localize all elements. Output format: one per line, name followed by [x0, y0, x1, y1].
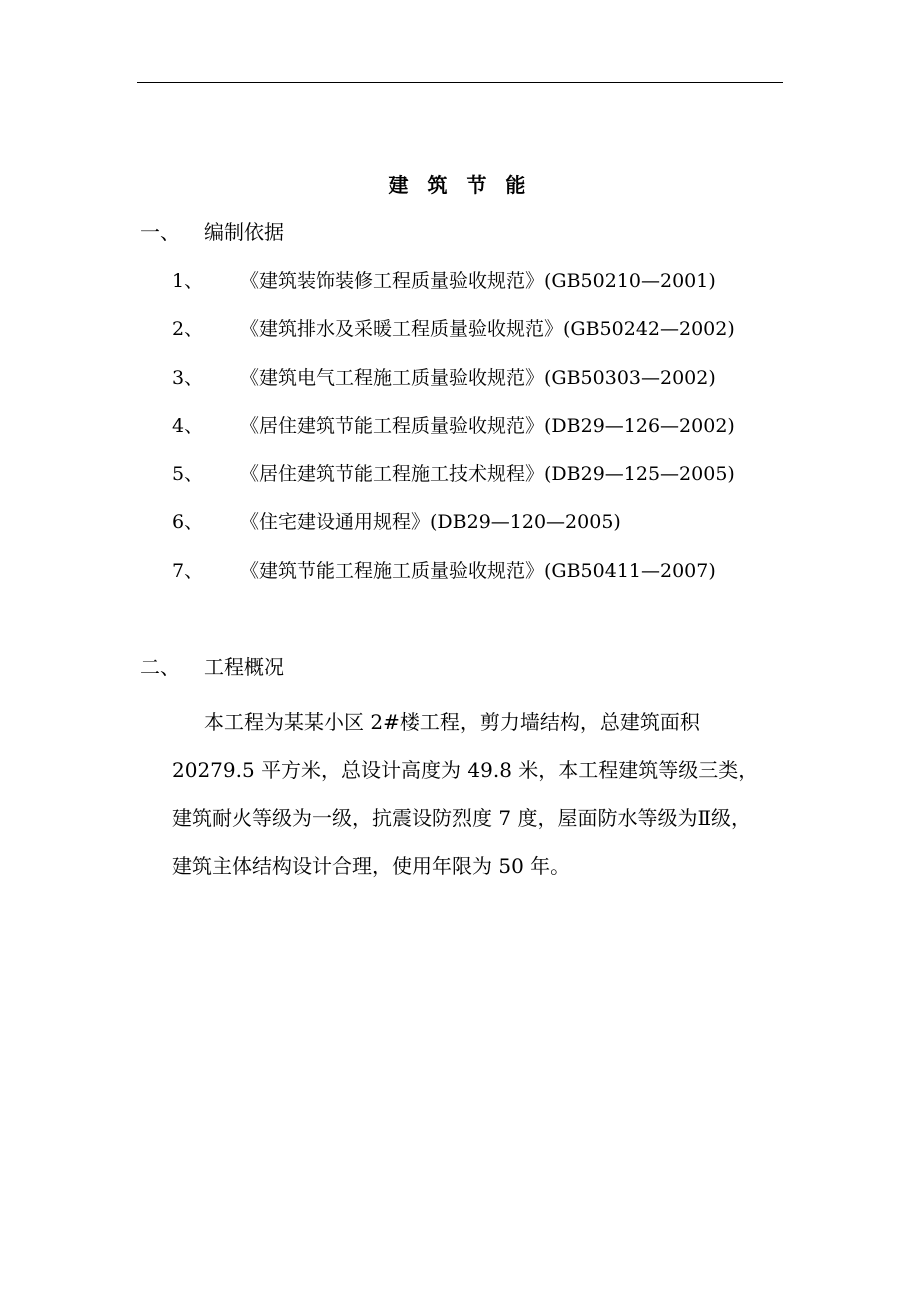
list-item — [172, 507, 735, 555]
list-index: 6、 — [172, 511, 204, 534]
paragraph-line: 建筑主体结构设计合理，使用年限为 50 年。 — [172, 854, 571, 878]
section-number: 一、 — [140, 220, 180, 244]
reference-text: 《建筑节能工程施工质量验收规范》(GB50411—2007) — [240, 559, 716, 582]
section-title: 工程概况 — [204, 655, 284, 679]
header-rule — [137, 82, 783, 83]
reference-text: 《建筑装饰装修工程质量验收规范》(GB50210—2001) — [240, 270, 716, 292]
list-index: 1、 — [172, 270, 204, 292]
reference-text: 《居住建筑节能工程质量验收规范》(DB29—126—2002) — [240, 414, 735, 437]
overview-paragraph — [172, 698, 792, 890]
list-index: 3、 — [172, 366, 204, 389]
list-item — [172, 314, 735, 362]
list-index: 5、 — [172, 463, 204, 486]
list-item — [172, 411, 735, 459]
list-index: 4、 — [172, 414, 204, 437]
list-index: 2、 — [172, 318, 204, 341]
reference-text: 《居住建筑节能工程施工技术规程》(DB29—125—2005) — [240, 463, 735, 486]
paragraph-line: 建筑耐火等级为一级，抗震设防烈度 7 度，屋面防水等级为Ⅱ级， — [172, 806, 752, 830]
list-item — [172, 266, 735, 314]
reference-list — [172, 266, 735, 604]
section-number: 二、 — [140, 655, 180, 679]
section-title: 编制依据 — [204, 220, 284, 244]
list-item — [172, 459, 735, 507]
paragraph-line: 20279.5 平方米，总设计高度为 49.8 米，本工程建筑等级三类， — [172, 758, 759, 782]
list-item — [172, 556, 735, 604]
section-heading-basis — [140, 217, 284, 247]
reference-text: 《建筑电气工程施工质量验收规范》(GB50303—2002) — [240, 366, 716, 389]
page-title: 建 筑 节 能 — [388, 173, 532, 197]
list-index: 7、 — [172, 559, 204, 582]
section-heading-overview — [140, 652, 284, 682]
reference-text: 《建筑排水及采暖工程质量验收规范》(GB50242—2002) — [240, 318, 735, 341]
list-item — [172, 363, 735, 411]
paragraph-line: 本工程为某某小区 2#楼工程，剪力墙结构，总建筑面积 — [204, 710, 700, 734]
reference-text: 《住宅建设通用规程》(DB29—120—2005) — [240, 511, 621, 534]
